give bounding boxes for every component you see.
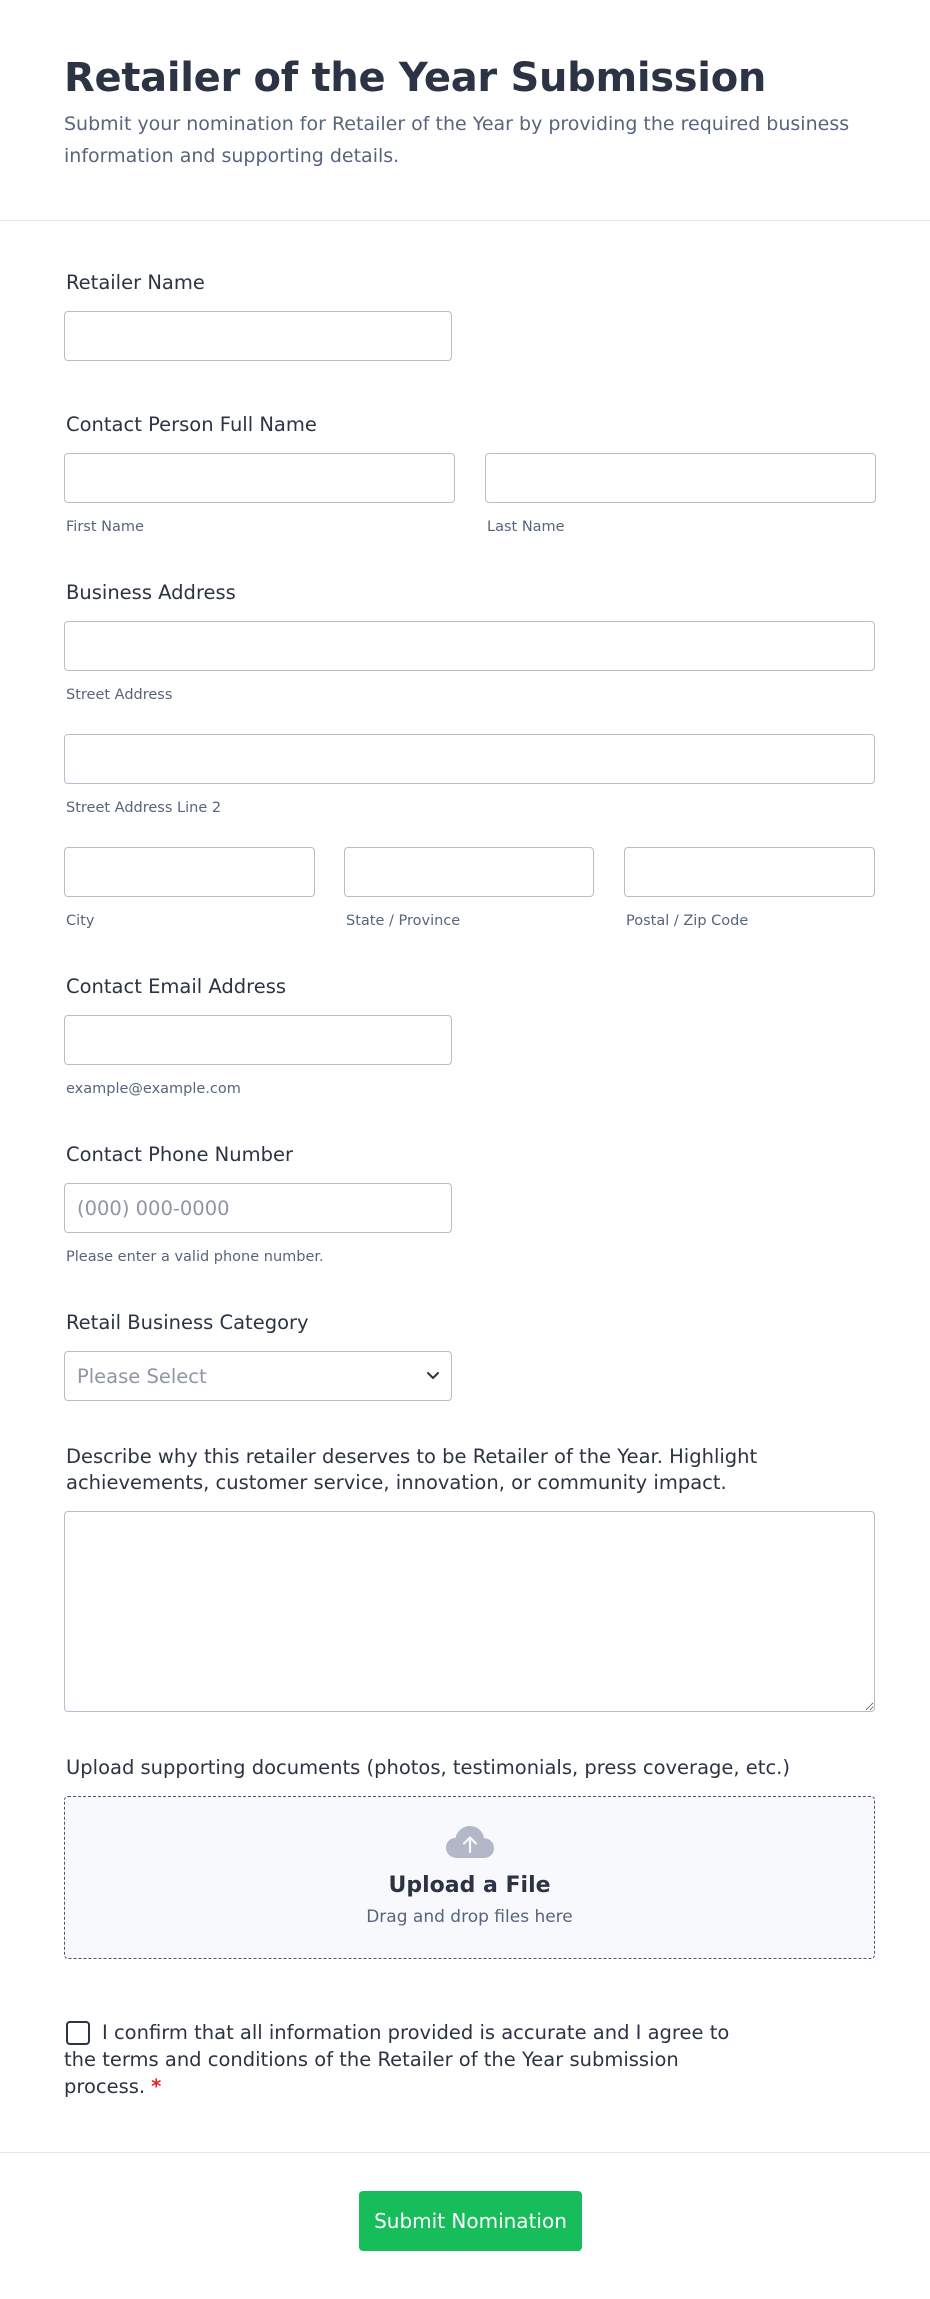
zip-sublabel: Postal / Zip Code — [626, 913, 749, 929]
business-address-label: Business Address — [66, 581, 236, 604]
terms-label: I confirm that all information provided is accurate and I agree to the terms and conditions of the Retailer of the Year submission process. — [64, 2021, 730, 2098]
chevron-down-icon — [426, 1369, 440, 1383]
business-address-field — [64, 579, 866, 931]
street-address-sublabel: Street Address — [66, 687, 173, 703]
form-body — [0, 269, 930, 2100]
email-sublabel: example@example.com — [66, 1081, 241, 1097]
retailer-name-field — [64, 269, 866, 361]
required-asterisk: * — [151, 2075, 162, 2098]
street-address-input[interactable] — [64, 621, 875, 671]
retailer-name-label: Retailer Name — [66, 271, 205, 294]
form-footer — [0, 2152, 930, 2299]
phone-label: Contact Phone Number — [66, 1143, 294, 1166]
description-textarea[interactable] — [64, 1511, 875, 1712]
phone-sublabel: Please enter a valid phone number. — [66, 1249, 324, 1265]
phone-field — [64, 1141, 866, 1267]
terms-field — [64, 2019, 875, 2100]
file-upload-dropzone[interactable] — [64, 1796, 875, 1959]
state-sublabel: State / Province — [346, 913, 461, 929]
submit-nomination-button[interactable]: Submit Nomination — [359, 2191, 582, 2251]
contact-person-field — [64, 411, 866, 537]
upload-title: Upload a File — [388, 1873, 551, 1898]
zip-input[interactable] — [624, 847, 875, 897]
page-subtitle: Submit your nomination for Retailer of the Year by providing the required business information and supporting details. — [64, 113, 850, 167]
state-input[interactable] — [344, 847, 594, 897]
terms-checkbox[interactable] — [66, 2021, 90, 2045]
street-address-line2-input[interactable] — [64, 734, 875, 784]
upload-label: Upload supporting documents (photos, testimonials, press coverage, etc.) — [66, 1756, 790, 1779]
last-name-sublabel: Last Name — [487, 519, 565, 535]
last-name-input[interactable] — [485, 453, 876, 503]
category-field — [64, 1309, 866, 1401]
city-input[interactable] — [64, 847, 315, 897]
cloud-upload-icon — [445, 1825, 495, 1859]
terms-text — [64, 2019, 764, 2100]
first-name-sublabel: First Name — [66, 519, 144, 535]
upload-hint: Drag and drop files here — [366, 1907, 573, 1927]
category-select[interactable] — [64, 1351, 452, 1401]
email-label: Contact Email Address — [66, 975, 287, 998]
form-header — [0, 0, 930, 221]
email-field — [64, 973, 866, 1099]
email-input[interactable] — [64, 1015, 452, 1065]
retailer-name-input[interactable] — [64, 311, 452, 361]
contact-person-label: Contact Person Full Name — [66, 413, 317, 436]
city-sublabel: City — [66, 913, 95, 929]
page-title: Retailer of the Year Submission — [64, 55, 767, 101]
first-name-input[interactable] — [64, 453, 455, 503]
category-selected-value: Please Select — [64, 1351, 452, 1401]
street-address-line2-sublabel: Street Address Line 2 — [66, 800, 222, 816]
description-field — [64, 1444, 866, 1712]
upload-field — [64, 1754, 866, 1959]
category-label: Retail Business Category — [66, 1311, 309, 1334]
description-label: Describe why this retailer deserves to be Retailer of the Year. Highlight achievements, customer service, innovation, or community impact. — [66, 1445, 758, 1494]
phone-input[interactable] — [64, 1183, 452, 1233]
